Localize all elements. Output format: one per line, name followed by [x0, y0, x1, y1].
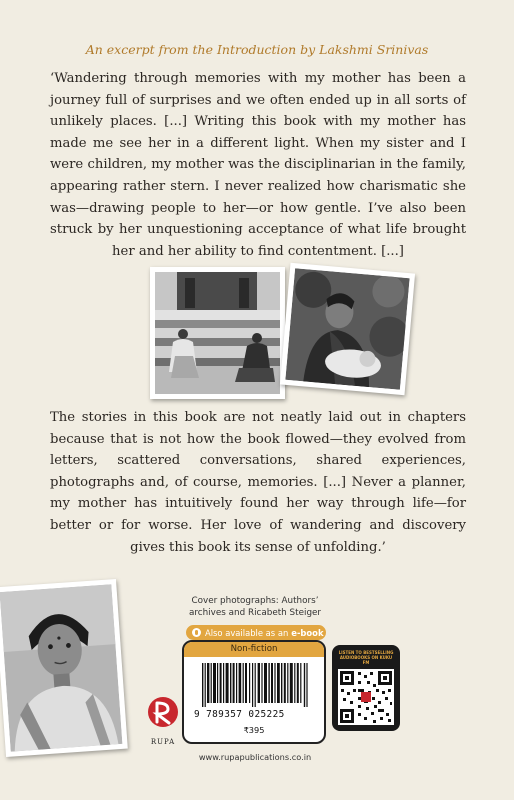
publisher-name: RUPA: [150, 738, 176, 746]
ebook-availability-badge: [186, 625, 326, 640]
ebook-prefix: Also available as an: [205, 627, 289, 638]
rupa-logo-icon: [146, 694, 180, 738]
photo-portrait-woman: [0, 579, 128, 757]
microphone-icon: [192, 628, 201, 637]
isbn-digits: 9 789357 025225: [194, 709, 285, 720]
ebook-bold: e-book: [291, 627, 324, 638]
excerpt-paragraph-2: The stories in this book are not neatly laid out in chapters because that is not how the book flowed—they evolved from letters, scattered conversations, shared experiences, photographs and, of course, memories. [...] Never a planner, my mother has intuitively found her way through life—for better or for worse. Her love of wandering and discovery gives this book its sense of unfolding.’: [50, 410, 466, 555]
qr-code-icon: [338, 669, 394, 725]
barcode-panel: [182, 640, 326, 744]
excerpt-paragraph-1: ‘Wandering through memories with my mother has been a journey full of surprises and we often ended up in all sorts of unlikely places. [...] Writing this book with my mother has made me see her in a different light. When my sister and I were children, my mother was the disciplinarian in the family, appearing rather stern. I never realized how charismatic she was—drawing people to her—or how gentle. I’ve also been struck by her unquestioning acceptance of what life brought her and her ability to find contentment. [...]: [50, 71, 466, 259]
publisher-website: www.rupapublications.co.in: [198, 752, 312, 762]
mother-baby-photo-image: [285, 268, 409, 390]
price-label: ₹395: [243, 725, 265, 735]
cover-photo-credit: Cover photographs: Authors’ archives and Ricabeth Steiger: [188, 596, 322, 618]
photo-women-on-steps: [150, 267, 285, 399]
qr-promo-text: LISTEN TO BESTSELLING AUDIOBOOKS ON KUKU FM: [338, 650, 394, 665]
photo-mother-with-baby: [280, 263, 415, 395]
excerpt-heading: An excerpt from the Introduction by Lakshmi Srinivas: [85, 42, 429, 57]
genre-label: Non-fiction: [184, 642, 324, 657]
steps-photo-image: [155, 272, 280, 394]
barcode-icon: [202, 663, 308, 707]
kuku-fm-qr-panel: [332, 645, 400, 731]
portrait-photo-image: [0, 584, 122, 751]
